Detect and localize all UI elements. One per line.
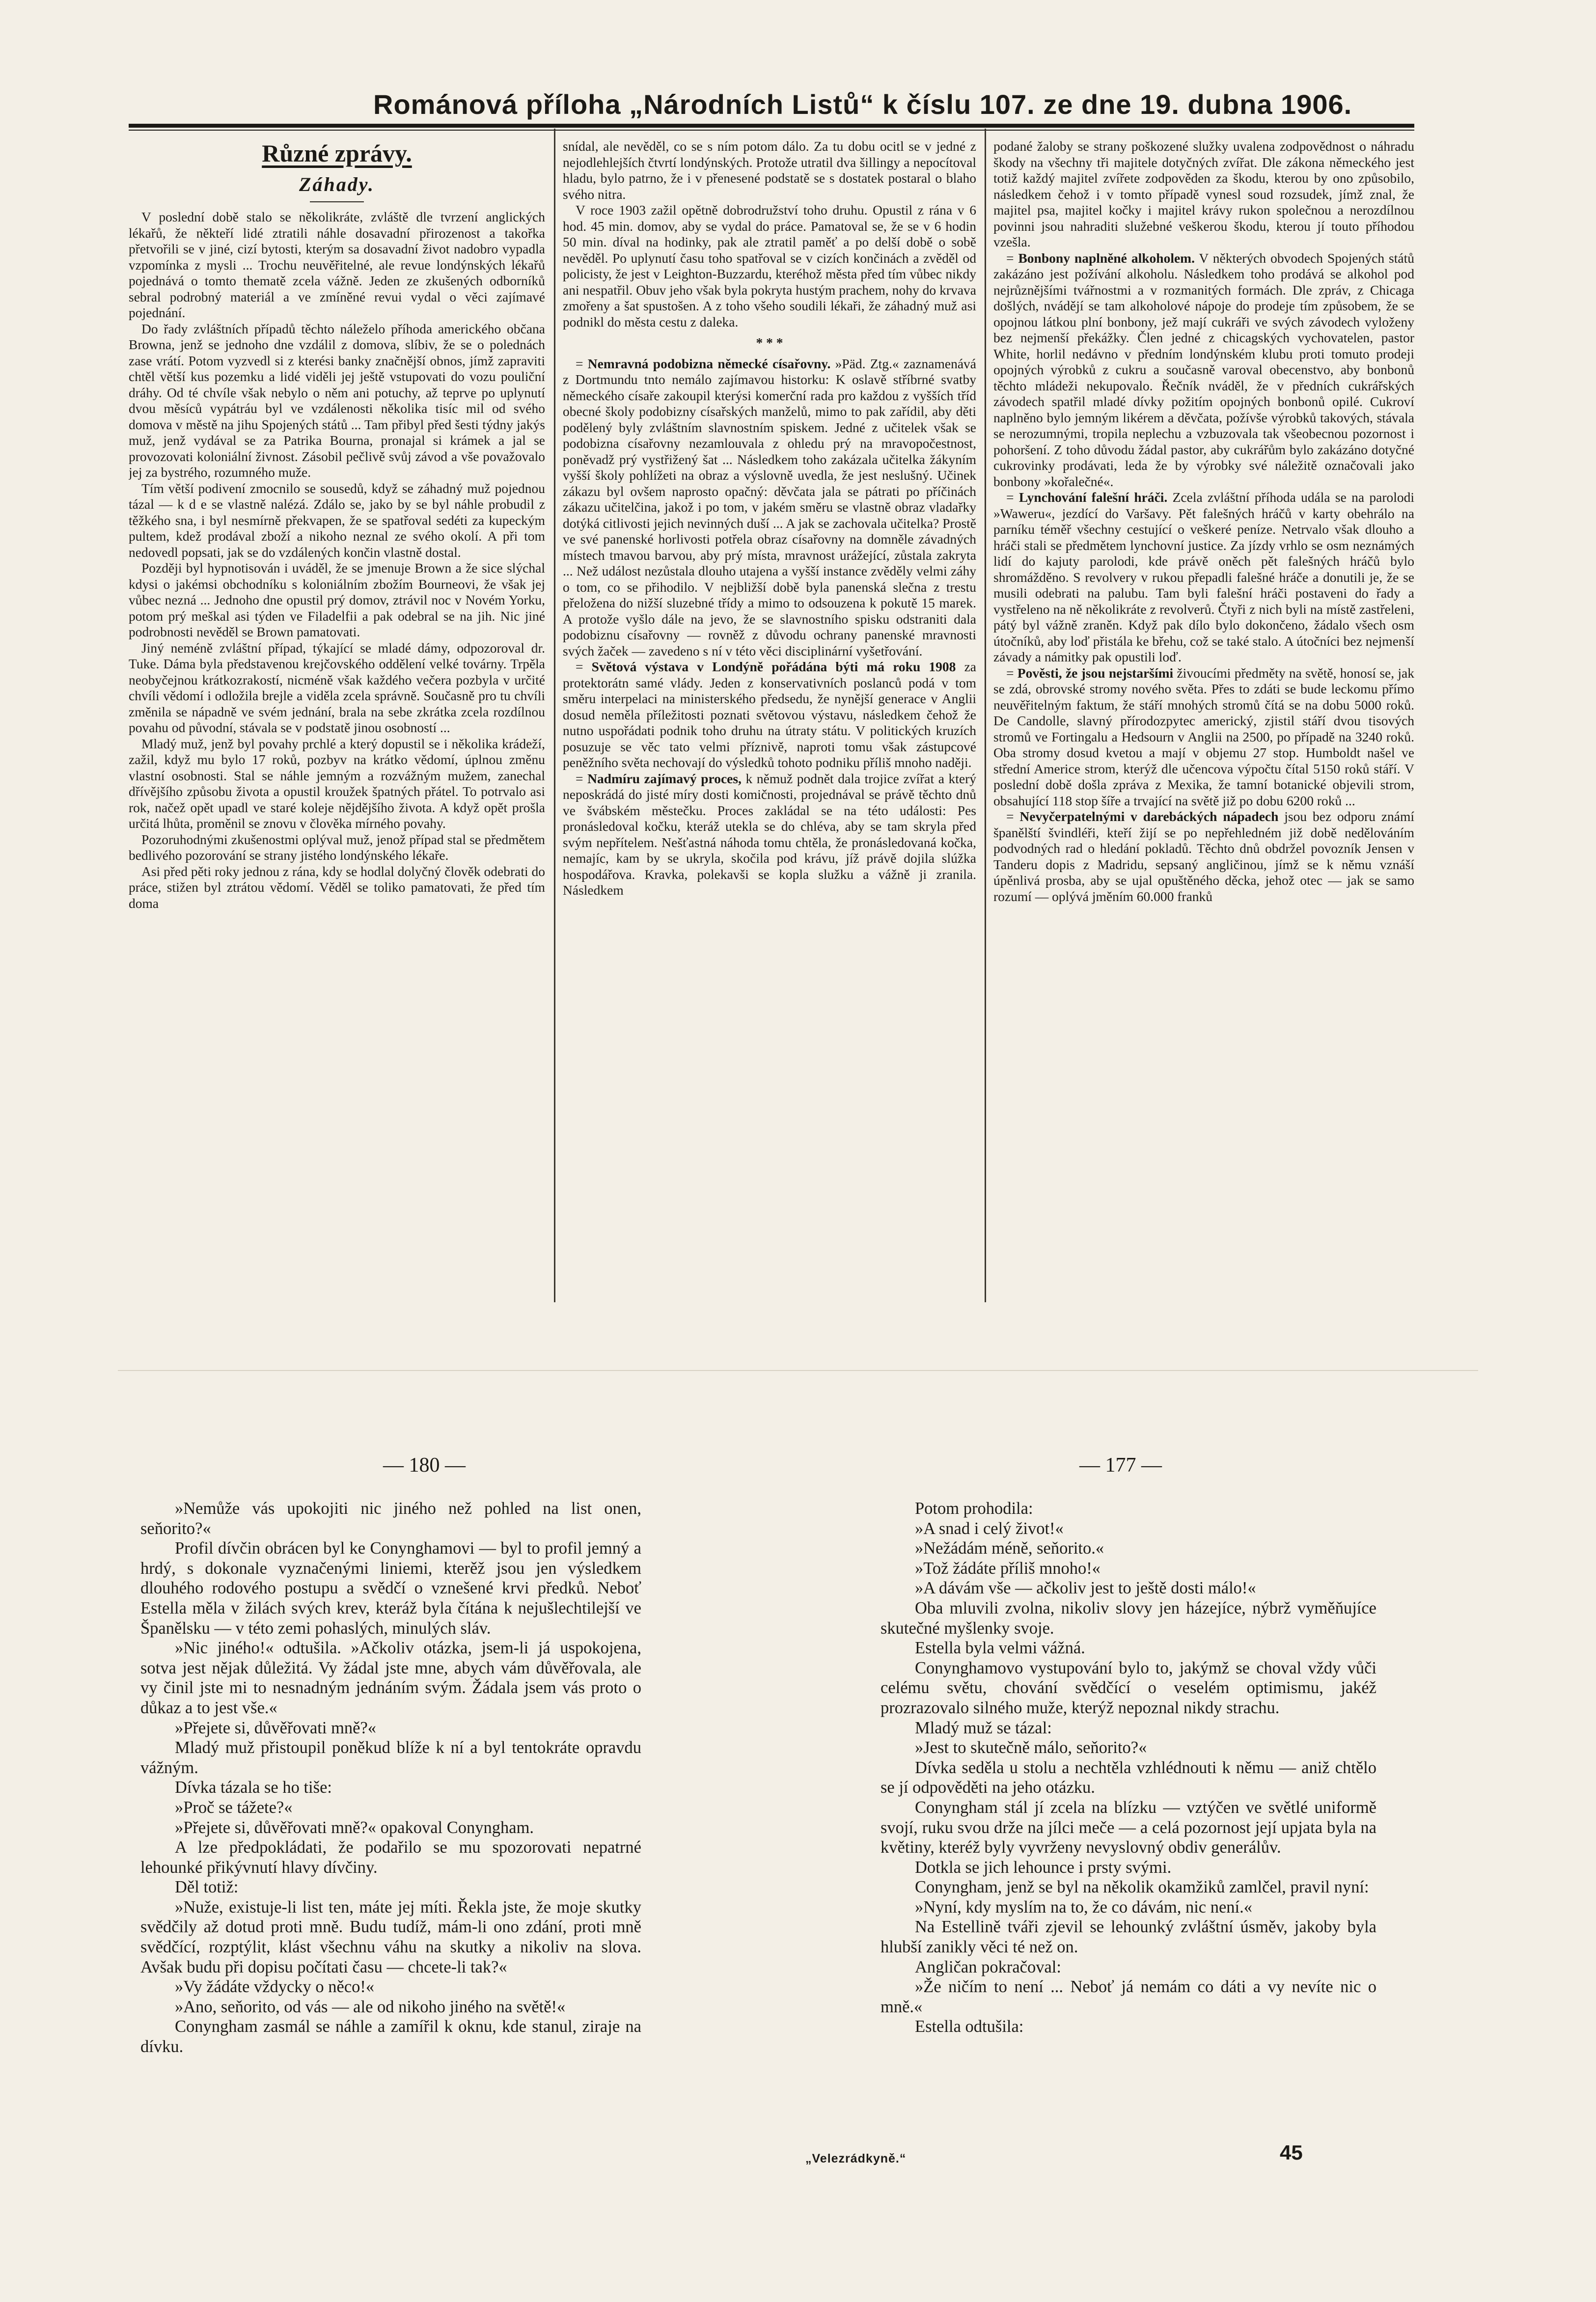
news-item: = Nadmíru zajímavý proces, k němuž podnět dala trojice zvířat a který neposkrádá do jisté míry dosti komičnosti, projednával se právě těchto dnů ve švábském městečku. Proces zakládal se na této události: Pes pronásledoval kočku, kteráž utekla se do chléva, aby se tam skryla před svým nepřítelem. Nešťastná náhoda tomu chtěla, že pronásledovaná kočka, nemajíc, kam by se ukryla, skočila pod krávu, jíž právě dojila slúžka hospodářova. Kravka, polekavši se kopla služku a vážně ji zranila. Následkem bbox=[563, 770, 976, 898]
novel-paragraph: »Tož žádáte příliš mnoho!« bbox=[915, 1559, 1101, 1578]
column-divider bbox=[554, 129, 555, 1302]
news-item: = Pověsti, že jsou nejstaršími živoucími předměty na světě, honosí se, jak se zdá, obrovské stromy nového světa. Přes to zdáti se bude leckomu přímo neuvěřitelným faktum, že stáří mnohých stromů čítá se na dobu 5000 roků. De Candolle, slavný přírodozpytec americký, zjistil stáří dvou tisových stromů ve Fortingalu a Hedsourn v Anglii na 2500, po případě na 3240 roků. Oba stromy dosud kvetou a mají v objemu 27 stop. Humboldt našel ve střední Americe strom, kterýž dle učencova výpočtu čítal 5150 roků stáří. V poslední době došla zpráva z Mexika, že tamní botanické objevili strom, obsahující 118 stop šíře a trvající na světě již po dobu 6200 roků ... bbox=[993, 665, 1414, 808]
novel-paragraph: »Vy žádáte vždycky o něco!« bbox=[175, 1977, 375, 1997]
paragraph: Později byl hypnotisován i uváděl, že se jmenuje Brown a že sice slýchal kdysi o jakémsi obchodníku s koloniálním zbožím Bourneovi, že však jej vůbec nezná ... Jednoho dne opustil prý domov, ztrávil noc v Novém Yorku, potom prý meškal asi týden ve Filadelfii a pak odebral se na jih. Nic jiné podrobnosti nevěděl se Brown pamatovati. bbox=[129, 560, 545, 639]
novel-paragraph: Dívka tázala se ho tiše: bbox=[175, 1778, 332, 1797]
sheet-number: 45 bbox=[1280, 2141, 1303, 2164]
novel-paragraph: Estella odtušila: bbox=[915, 2017, 1024, 2036]
novel-paragraph: Děl totiž: bbox=[175, 1878, 239, 1897]
news-item: = Nemravná podobizna německé císařovny. »Päd. Ztg.« zaznamenává z Dortmundu tnto nemálo zajímavou historku: K oslavě stříbrné svatby německého císaře zakoupil kterýsi komerční rada pro každou z vyšších tříd obecné školy podobizny císařských manželů, mimo to pak zařídil, aby děti podělený byly zvláštním slavnostním spiskem. Jedné z učitelek však se podobizna císařovny nezamlouvala z ohledu prý na mravopočestnost, poněvadž prý vystřižený šat ... Následkem toho zakázala učitelka žákyním vyšší školy pohlížeti na obraz a výslovně uvedla, že jest neslušný. Učinek zákazu byl ovšem naprosto opačný: děvčata jala se pátrati po příčinách zákazu učitelčina, jakož i po tom, v jakém směru se vlastně obraz vladařky dotýká citlivosti jejich nevinných duší ... A jak se zachovala učitelka? Prostě ve své panenské horlivosti potřela obraz císařovny na domněle závadných místech tmavou barvou, aby prý místa, mravnost urážející, zůstala zakryta ... Než událost nezůstala dlouho utajena a vyšší instance zvěděly velmi záhy o tom, co se přihodilo. V nejbližší době byla panenská slečna z trestu přeložena do nižší sluzebné třídy a mimo to odsouzena k pokutě 15 marek. A protože vyšlo dále na jevo, že se slavnostního spisku odstraniti dala podobiznu císařovny — rovněž z důvodu ochrany panenské mravnosti svých žaček — zavedeno s ní v této věci disciplinární vyšetřování. bbox=[563, 356, 976, 658]
item-text: »Päd. Ztg.« zaznamenává z Dortmundu tnto nemálo zajímavou historku: K oslavě stříbrné svatby německého císaře zakoupil kterýsi komerční rada pro každou z vyšších tříd obecné školy podobizny císařských manželů, mimo to pak zařídil, aby děti podělený byly zvláštním slavnostním spiskem. Jedné z učitelek však se podobizna císařovny nezamlouvala z ohledu prý na mravopočestnost, poněvadž prý vystřižený šat ... Následkem toho zakázala učitelka žákyním vyšší školy pohlížeti na obraz a výslovně uvedla, že jest neslušný. Učinek zákazu byl ovšem naprosto opačný: děvčata jala se pátrati po příčinách zákazu učitelčina, jakož i po tom, v jakém směru se vlastně obraz vladařky dotýká citlivosti jejich nevinných duší ... A jak se zachovala učitelka? Prostě ve své panenské horlivosti potřela obraz císařovny na domněle závadných místech tmavou barvou, aby prý místa, mravnost urážející, zůstala zakryta ... Než událost nezůstala dlouho utajena a vyšší instance zvěděly velmi záhy o tom, co se přihodilo. V nejbližší době byla panenská slečna z trestu přeložena do nižší sluzebné třídy a mimo to odsouzena k pokutě 15 marek. A protože vyšlo dále na jevo, že se slavnostního spisku odstraniti dala podobiznu císařovny — rovněž z důvodu ochrany panenské mravnosti svých žaček — zavedeno s ní v této věci disciplinární vyšetřování. bbox=[563, 356, 976, 658]
novel-paragraph: Oba mluvili zvolna, nikoliv slovy jen házejíce, nýbrž vyměňujíce skutečné myšlenky svoje. bbox=[881, 1598, 1376, 1638]
header-rule-thin bbox=[129, 130, 1414, 131]
news-column-1 bbox=[129, 138, 545, 1302]
item-text: k němuž podnět dala trojice zvířat a který neposkrádá do jisté míry dosti komičnosti, projednával se právě těchto dnů ve švábském městečku. Proces zakládal se na této události: Pes pronásledoval kočku, kteráž utekla se do chléva, aby se tam skryla před svým nepřítelem. Nešťastná náhoda tomu chtěla, že pronásledovaná kočka, nemajíc, kam by se ukryla, skočila pod krávu, jíž právě dojila slúžka hospodářova. Kravka, polekavši se kopla služku a vážně ji zranila. Následkem bbox=[563, 770, 976, 898]
page-number-left: — 180 — bbox=[383, 1454, 466, 1477]
novel-paragraph: A lze předpokládati, že podařilo se mu spozorovati nepatrné lehounké přikývnutí hlavy dívčiny. bbox=[140, 1838, 641, 1877]
novel-page-left bbox=[140, 1499, 641, 2162]
novel-paragraph: Potom prohodila: bbox=[915, 1499, 1033, 1518]
novel-paragraph: Angličan pokračoval: bbox=[915, 1957, 1061, 1976]
news-item: = Lynchování falešní hráči. Zcela zvláštní příhoda udála se na parolodi »Waweru«, jezdící do Varšavy. Pět falešných hráčů v karty obehrálo na parníku téměř všechny cestující o veškeré peníze. Netrvalo však dlouho a hráči stali se předmětem lynchovní justice. Za jízdy vrhlo se osm neznámých lidí do kajuty parolodi, kde právě oněch pět falešných hráčů bylo shromážděno. S revolvery v rukou přepadli falešné hráče a donutili je, že se musili odebrati na palubu. Tam byli falešní hráči postaveni do řady a vystřeleno na ně několikráte z revolverů. Čtyři z nich byli na místě zastřeleni, pátý byl vážně zraněn. Když pak dílo bylo dokončeno, žádalo všech osm útočníků, aby loď přistála ke břehu, což se také stalo. A útočníci bez nejmenší závady a námitky pak opustili loď. bbox=[993, 490, 1414, 664]
novel-paragraph: Estella byla velmi vážná. bbox=[915, 1639, 1085, 1658]
item-heading: Nadmíru zajímavý proces, bbox=[587, 770, 742, 786]
novel-page-right bbox=[881, 1499, 1376, 2162]
page-fold bbox=[118, 1370, 1478, 1371]
novel-paragraph: Conyngham, jenž se byl na několik okamžiků zamlčel, pravil nyní: bbox=[915, 1878, 1369, 1897]
paragraph: Tím větší podivení zmocnilo se sousedů, když se záhadný muž pojednou tázal — k d e se vlastně nalézá. Zdálo se, jako by se byl náhle probudil z těžkého sna, i byl nesmírně překvapen, že se spatřoval sedéti za kupeckým pultem, kdež prodával zboží a nikoho neznal ze svého okolí. A při tom nedovedl popsati, jak se do vzdálených končin vlastně dostal. bbox=[129, 480, 545, 560]
news-column-2 bbox=[563, 138, 976, 1302]
novel-paragraph: »Nuže, existuje-li list ten, máte jej míti. Řekla jste, že moje skutky svědčily až dotud proti mně. Budu tudíž, mám-li ono zdání, proti mně svědčící, rozptýlit, klást všechnu váhu na skutky a nikoliv na slova. Avšak budu při dopisu počítati času — chcete-li tak?« bbox=[140, 1897, 641, 1976]
novel-paragraph: »A dávám vše — ačkoliv jest to ještě dosti málo!« bbox=[915, 1579, 1256, 1598]
novel-signature: „Velezrádkyně.“ bbox=[805, 2152, 907, 2165]
header-rule bbox=[129, 124, 1414, 128]
item-text: za protektorátn samé vlády. Jeden z konservativních poslanců podá v tom směru interpelaci na ministerského předsedu, že nynější generace v Anglii dosud neměla příležitosti poznati světovou výstavu, následkem čehož že nutno uspořádati podnik toho druhu na útraty státu. V politických kruzích posuzuje se věc tato velmi příznivě, naproti tomu však zástupcové peněžního světa nechovají do výsledků tohoto podniku příliš mnoho naději. bbox=[563, 659, 976, 770]
novel-paragraph: »Nic jiného!« odtušila. »Ačkoliv otázka, jsem-li já uspokojena, sotva jest nějak důležitá. Vy žádal jste mne, abych vám důvěřovala, ale vy činil jste mi to nesnadným jednáním svým. Žádala jsem vás proto o důkaz a to jest vše.« bbox=[140, 1639, 641, 1717]
novel-paragraph: Na Estellině tváři zjevil se lehounký zvláštní úsměv, jakoby byla hlubší zanikly věci té než on. bbox=[881, 1918, 1376, 1957]
novel-paragraph: »Ano, seňorito, od vás — ale od nikoho jiného na světě!« bbox=[175, 1997, 566, 2016]
item-heading: Nevyčerpatelnými v darebáckých nápadech bbox=[1019, 809, 1279, 824]
paragraph: podané žaloby se strany poškozené služky uvalena zodpovědnost o náhradu škody na všechny tři majitele dotyčných zvířat. Dle zákona německého jest totiž každý majitel zvířete zodpověden za škodu, kterou by ono způsobilo, následkem čehož i v tomto případě vynesl soud rozsudek, jímž znal, že majitel psa, majitel kočky i majitel krávy rukon společnou a nerozdílnou povinni jsou nahraditi služebné veškerou škodu, kterou jí touto příhodou vzešla. bbox=[993, 138, 1414, 249]
novel-paragraph: »Nyní, kdy myslím na to, že co dávám, nic není.« bbox=[915, 1897, 1252, 1917]
item-heading: Světová výstava v Londýně pořádána býti má roku 1908 bbox=[591, 659, 956, 674]
news-item: = Světová výstava v Londýně pořádána býti má roku 1908 za protektorátn samé vlády. Jeden z konservativních poslanců podá v tom směru interpelaci na ministerského předsedu, že nynější generace v Anglii dosud neměla příležitosti poznati světovou výstavu, následkem čehož že nutno uspořádati podnik toho druhu na útraty státu. V politických kruzích posuzuje se věc tato velmi příznivě, naproti tomu však zástupcové peněžního světa nechovají do výsledků tohoto podniku příliš mnoho naději. bbox=[563, 659, 976, 770]
item-heading: Pověsti, že jsou nejstaršími bbox=[1017, 665, 1174, 681]
novel-paragraph: »Jest to skutečně málo, seňorito?« bbox=[915, 1738, 1147, 1757]
masthead: Románová příloha „Národních Listů“ k číslu 107. ze dne 19. dubna 1906. bbox=[373, 89, 1352, 120]
column-divider bbox=[985, 129, 986, 1302]
paragraph: Do řady zvláštních případů těchto náleželo příhoda amerického občana Browna, jenž se jednoho dne vzdálil z domova, slíbiv, že se o polednách zase vrátí. Potom vyzvedl si z kterési banky značnější obnos, jímž zapraviti chtěl větší kus pozemku a lidé viděli jej ještě vstupovati do vozu pouliční dráhy. Od té chvíle však nebylo o něm ani potuchy, až teprve po uplynutí dvou měsíců vypátráu byl ve vzdálenosti několika tisíc mil od svého domova v městě na jihu Spojených států ... Tam přibyl před šesti týdny jakýs muž, jenž vydával se za Patrika Bourna, pronajal si krámek a jal se provozovati koloniální živnost. Zásobil pečlivě svůj závod a vše považovalo jej za bystrého, rozumného muže. bbox=[129, 321, 545, 480]
paragraph: Asi před pěti roky jednou z rána, kdy se hodlal dolyčný člověk odebrati do práce, stižen byl ztrátou vědomí. Věděl se toliko pamatovati, že před tím doma bbox=[129, 863, 545, 911]
novel-paragraph: Conynghamovo vystupování bylo to, jakýmž se choval vždy vůči celému světu, chování svědčící o veselém optimismu, jakéž prozrazovalo silného muže, kterýž nepoznal nikdy strachu. bbox=[881, 1658, 1376, 1717]
novel-paragraph: Mladý muž se tázal: bbox=[915, 1718, 1052, 1737]
item-heading: Bonbony naplněné alkoholem. bbox=[1018, 250, 1195, 266]
paragraph: snídal, ale nevěděl, co se s ním potom dálo. Za tu dobu ocitl se v jedné z nejodlehlejších čtvrtí londýnských. Protože utratil dva šillingy a nepocítoval hladu, bylo patrno, že i v přenesené podstatě se s dostatek postaral o blaho svého nitra. bbox=[563, 138, 976, 202]
news-item: = Bonbony naplněné alkoholem. V některých obvodech Spojených států zakázáno jest požívání alkoholu. Následkem toho prodává se alkohol pod nejrůznějšími tvářnostmi a v rozmanitých formách. Dle zpráv, z Chicaga došlých, nvádějí se tam alkoholové nápoje do prodeje tím způsobem, že se opojnou látkou plní bonbony, jež mají cukráři ve svých závodech vyloženy bez nejmenší překážky. Člen jedné z chicagských vychovatelen, pastor White, horlil nedávno v předním londýnském klubu proti tomuto prodeji opojných výrobků z cukru a současně varoval obecenstvo, aby bonbonů těchto mládeži nekupovalo. Řečník nváděl, že v předních cukrářských závodech spatřil mladé dívky požitím opojných bonbonů opilé. Cukroví naplněno bylo jemným likérem a děvčata, požívše výrobků takových, stávala se nerozumnými, tropila neplechu a vzbuzovala tak všeobecnou pozornost i pohoršení. Z toho důvodu žádal pastor, aby cukrářům bylo zakázáno dotyčné cukrovinky prodávati, leda že by výrobky své náležitě označovali jako bonbony »kořalečné«. bbox=[993, 250, 1414, 489]
novel-paragraph: Conyngham stál jí zcela na blízku — vztýčen ve světlé uniformě svojí, ruku svou drže na jílci meče — a celá pozornost její upjata byla na květiny, kteréž byly vyvrženy nevyslovný obdiv generálův. bbox=[881, 1798, 1376, 1857]
item-heading: Lynchování falešní hráči. bbox=[1018, 490, 1168, 505]
novel-paragraph: Mladý muž přistoupil poněkud blíže k ní a byl tentokráte opravdu vážným. bbox=[140, 1738, 641, 1777]
item-text: Zcela zvláštní příhoda udála se na parolodi »Waweru«, jezdící do Varšavy. Pět falešných hráčů v karty obehrálo na parníku téměř všechny cestující o veškeré peníze. Netrvalo však dlouho a hráči stali se předmětem lynchovní justice. Za jízdy vrhlo se osm neznámých lidí do kajuty parolodi, kde právě oněch pět falešných hráčů bylo shromážděno. S revolvery v rukou přepadli falešné hráče a donutili je, že se musili odebrati na palubu. Tam byli falešní hráči postaveni do řady a vystřeleno na ně několikráte z revolverů. Čtyři z nich byli na místě zastřeleni, pátý byl vážně zraněn. Když pak dílo bylo dokončeno, žádalo všech osm útočníků, aby loď přistála ke břehu, což se také stalo. A útočníci bez nejmenší závady a námitky pak opustili loď. bbox=[993, 490, 1414, 664]
paragraph: V roce 1903 zažil opětně dobrodružství toho druhu. Opustil z rána v 6 hod. 45 min. domov, aby se vydal do práce. Pamatoval se, že se v 6 hodin 50 min. díval na hodinky, pak ale ztratil paměť a po delší době o sobě nevěděl. Po uplynutí času toho spatřoval se v cizích končinách a zvěděl od policisty, že jest v Leighton-Buzzardu, kteréhož města před tím vůbec nikdy ani nespatřil. Obuv jeho však byla pokryta hustým prachem, nohy do krvava zmořeny a šat spustošen. A z toho všeho soudili lékaři, že záhadný muž asi podnikl do města cestu z daleka. bbox=[563, 202, 976, 329]
page-number-right: — 177 — bbox=[1079, 1454, 1162, 1477]
news-item: = Nevyčerpatelnými v darebáckých nápadech jsou bez odporu známí španělští švindléři, kteří žijí se po nepřehledném již době nedělováním podvodných rad o hledání pokladů. Těchto dnů obdržel povozník Jensen v Tanderu dopis z Madridu, sepsaný angličinou, jímž se k němu vznáší úpěnlivá prosba, aby se ujal opuštěného děcka, jehož otec — jak se samo rozumí — oplývá jměním 60.000 franků bbox=[993, 809, 1414, 904]
item-heading: Nemravná podobizna německé císařovny. bbox=[587, 356, 831, 371]
item-text: V některých obvodech Spojených států zakázáno jest požívání alkoholu. Následkem toho prodává se alkohol pod nejrůznějšími tvářnostmi a v rozmanitých formách. Dle zpráv, z Chicaga došlých, nvádějí se tam alkoholové nápoje do prodeje tím způsobem, že se opojnou látkou plní bonbony, jež mají cukráři ve svých závodech vyloženy bez nejmenší překážky. Člen jedné z chicagských vychovatelen, pastor White, horlil nedávno v předním londýnském klubu proti tomuto prodeji opojných výrobků z cukru a současně varoval obecenstvo, aby bonbonů těchto mládeži nekupovalo. Řečník nváděl, že v předních cukrářských závodech spatřil mladé dívky požitím opojných bonbonů opilé. Cukroví naplněno bylo jemným likérem a děvčata, požívše výrobků takových, stávala se nerozumnými, tropila neplechu a vzbuzovala tak všeobecnou pozornost i pohoršení. Z toho důvodu žádal pastor, aby cukrářům bylo zakázáno dotyčné cukrovinky prodávati, leda že by výrobky své náležitě označovali jako bonbony »kořalečné«. bbox=[993, 250, 1414, 489]
novel-paragraph: »Přejete si, důvěřovati mně?« bbox=[175, 1718, 377, 1737]
paragraph: Mladý muž, jenž byl povahy prchlé a který dopustil se i několika krádeží, zažil, když mu bylo 17 roků, pozbyv na krátko vědomí, úplnou změnu vlastní osobnosti. Stal se náhle jemným a rozvážným mužem, zanechal dřívějšího způsobu života a opustil kroužek špatných přátel. To potrvalo asi rok, načež opět upadl ve staré koleje nějdějšího života. A když opět prošla určitá lhůta, proměnil se znovu v člověka mírného povahy. bbox=[129, 736, 545, 831]
novel-paragraph: »Že ničím to není ... Neboť já nemám co dáti a vy nevíte nic o mně.« bbox=[881, 1977, 1376, 2016]
article-title: Záhady. bbox=[299, 173, 375, 195]
novel-paragraph: Conyngham zasmál se náhle a zamířil k oknu, kde stanul, ziraje na dívku. bbox=[140, 2017, 641, 2056]
item-text: živoucími předměty na světě, honosí se, jak se zdá, obrovské stromy nového světa. Přes to zdáti se bude leckomu přímo neuvěřitelným faktum, že stáří mnohých stromů čítá se na dobu 5000 roků. De Candolle, slavný přírodozpytec americký, zjistil stáří dvou tisových stromů ve Fortingalu a Hedsourn v Anglii na 2500, po případě na 3240 roků. Oba stromy dosud kvetou a mají v objemu 27 stop. Humboldt našel ve střední Americe strom, kterýž dle učencova výpočtu čítal 5150 roků stáří. V poslední době došla zpráva z Mexika, že tamní botanické objevili strom, obsahující 118 stop šíře a trvající na světě již po dobu 6200 roků ... bbox=[993, 665, 1414, 808]
novel-paragraph: Profil dívčin obrácen byl ke Conynghamovi — byl to profil jemný a hrdý, s dokonale vyznačenými liniemi, kterěž jsou jen výsledkem dlouhého rodového postupu a svědčí o vznešené krvi předků. Neboť Estella měla v žilách svých krev, kteráž byla čítána k nejušlechtilejší ve Španělsku — v této zemi pohaslých, minulých sláv. bbox=[140, 1539, 641, 1638]
news-column-3 bbox=[993, 138, 1414, 1302]
paragraph: Jiný neméně zvláštní případ, týkající se mladé dámy, odpozoroval dr. Tuke. Dáma byla představenou krejčovského oddělení velké továrny. Trpěla neobyčejnou krátkozrakostí, nicméně však každého večera pozbyla v určité chvíli vědomí i odložila brejle a viděla zcela správně. Současně pro tu chvíli změnila se nápadně ve svém jednání, brala na sebe zkrátka zcela rozdílnou povahu od původní, stávala se v podstatě jinou osobností ... bbox=[129, 640, 545, 735]
novel-paragraph: »Nežádám méně, seňorito.« bbox=[915, 1539, 1104, 1558]
item-text: jsou bez odporu známí španělští švindléři, kteří žijí se po nepřehledném již době nedělováním podvodných rad o hledání pokladů. Těchto dnů obdržel povozník Jensen v Tanderu dopis z Madridu, sepsaný angličinou, jímž se k němu vznáší úpěnlivá prosba, aby se ujal opuštěného děcka, jehož otec — jak se samo rozumí — oplývá jměním 60.000 franků bbox=[993, 809, 1414, 904]
paragraph: V poslední době stalo se několikráte, zvláště dle tvrzení anglických lékařů, že někteří lidé ztratili náhle dosavadní přirozenost a takořka přetvořili se v jiné, cizí bytosti, kterým sa dosavadní život nadobro vypadla vzpomínka z mysli ... Trochu neuvěřitelné, ale revue londýnských lékařů pojednává o tomto thematě zcela vážně. Jeden ze zkušených odborníků sebral podrobný materiál a ve zmíněné revui vydal o věci zajímavé pojednání. bbox=[129, 209, 545, 320]
novel-paragraph: Dívka seděla u stolu a nechtěla vzhlédnouti k němu — aniž chtělo se jí odpověděti na jeho otázku. bbox=[881, 1758, 1376, 1797]
novel-paragraph: »Přejete si, důvěřovati mně?« opakoval Conyngham. bbox=[175, 1818, 534, 1837]
novel-paragraph: Dotkla se jich lehounce i prsty svými. bbox=[915, 1858, 1172, 1877]
novel-paragraph: »Nemůže vás upokojiti nic jiného než pohled na list onen, seňorito?« bbox=[140, 1499, 641, 1538]
novel-paragraph: »Proč se tážete?« bbox=[175, 1798, 293, 1817]
section-title: Různé zprávy. bbox=[262, 139, 412, 167]
divider-stars: * * * bbox=[756, 335, 783, 350]
title-rule bbox=[310, 201, 364, 202]
novel-paragraph: »A snad i celý život!« bbox=[915, 1519, 1064, 1538]
paragraph: Pozoruhodnými zkušenostmi oplýval muž, jenož případ stal se předmětem bedlivého pozorování se strany jistého londýnského lékaře. bbox=[129, 831, 545, 863]
